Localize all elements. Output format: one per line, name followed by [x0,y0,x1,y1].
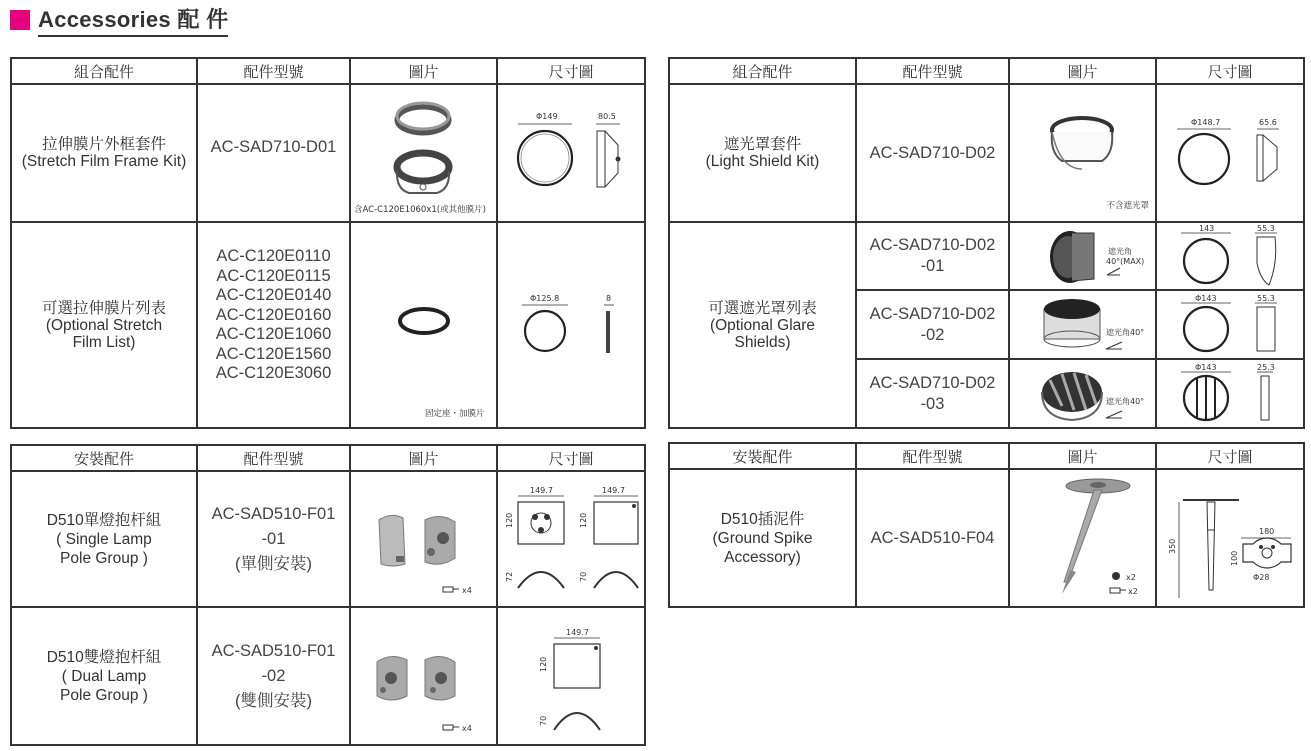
shield-angle: 遮光角40° [1106,328,1145,337]
dim-label: 143 [1199,224,1215,233]
model-line: AC-C120E3060 [215,364,332,382]
quantity-label: x2 [1128,587,1138,596]
model-line: AC-SAD510-F04 [870,528,995,547]
shield-kit-dimension-drawing [1157,85,1303,221]
pink-square-marker [10,10,30,30]
photo-cell [1009,84,1156,222]
header-model: 配件型號 [856,443,1009,469]
shield-03-dimension-drawing [1157,360,1303,427]
model-number [197,471,350,607]
name-en: ( Dual Lamp [61,667,147,685]
model-number [856,469,1009,607]
dim-label: 72 [505,571,514,582]
shield-angle: 遮光角 [1108,247,1132,256]
ground-spike-dimension-drawing [1157,470,1303,606]
dim-label: 25.3 [1257,363,1275,372]
name-en: (Ground Spike [712,529,813,547]
dimension-drawing [497,607,645,745]
accessory-name [669,222,856,428]
name-zh: 遮光罩套件 [723,136,802,153]
model-line: AC-C120E0110 [216,247,331,265]
dimension-drawing [1156,84,1304,222]
dim-label: 70 [539,715,548,726]
stretch-film-frame-kit-image [351,85,496,221]
dim-label: Φ143 [1195,363,1217,372]
dim-label: 149.7 [566,628,589,637]
photo-cell [1009,359,1156,428]
accessory-name [11,471,197,607]
header-model: 配件型號 [197,445,350,471]
dimension-drawing [1156,290,1304,359]
dim-label: 350 [1168,538,1177,554]
header-model: 配件型號 [856,58,1009,84]
header-photo: 圖片 [350,445,497,471]
model-list [197,222,350,428]
model-line: AC-SAD510-F01 [211,641,336,660]
model-number [197,84,350,222]
single-pole-clamp-image [351,472,496,606]
model-line: AC-SAD710-D01 [210,138,337,156]
shield-02-dimension-drawing [1157,291,1303,358]
photo-cell [1009,290,1156,359]
name-en: Film List) [72,333,136,351]
photo-note: 不含遮光罩 [1106,201,1149,211]
name-en: (Optional Glare [709,316,816,334]
model-line: AC-C120E0140 [215,286,332,304]
photo-cell [1009,222,1156,290]
model-number [856,84,1009,222]
dim-label: Φ28 [1253,573,1270,582]
shield-angle: 遮光角40° [1106,397,1145,406]
dim-label: 120 [505,512,514,528]
header-photo: 圖片 [1009,443,1156,469]
photo-note: 固定座・加膜片 [425,409,485,419]
dual-pole-clamp-image [351,608,496,744]
accessory-name [11,84,197,222]
model-line: AC-C120E0160 [215,305,332,324]
name-en: (Optional Stretch [45,316,163,334]
quantity-label: x2 [1126,573,1136,582]
dim-label: 180 [1259,527,1275,536]
stretch-film-table [10,57,646,429]
name-en: Shields) [734,333,791,351]
model-number [856,290,1009,359]
page-title: Accessories 配 件 [38,3,228,37]
model-line: AC-C120E1060 [215,325,332,343]
model-line: (雙側安裝) [235,691,312,710]
dim-label: Φ143 [1195,294,1217,303]
photo-cell [350,471,497,607]
dim-label: 80.5 [598,112,616,121]
model-number [197,607,350,745]
photo-cell [350,222,497,428]
model-number [856,359,1009,428]
quantity-label: x4 [462,724,472,733]
film-dimension-drawing [498,223,644,427]
model-line: AC-SAD710-D02 [869,373,996,392]
name-en: ( Single Lamp [56,530,152,548]
photo-cell [1009,469,1156,607]
slanted-glare-shield-image [1010,223,1155,289]
photo-note: 含AC-C120E1060x1(或其他膜片) [354,205,486,215]
name-zh: D510雙燈抱杆組 [46,648,162,666]
photo-cell [350,607,497,745]
shield-angle: 40°(MAX) [1106,257,1145,266]
quantity-label: x4 [462,586,472,595]
dim-label: Φ148.7 [1191,118,1221,127]
film-ring-image [351,223,496,427]
dimension-drawing [1156,222,1304,290]
header-combo: 組合配件 [669,58,856,84]
dim-label: Φ125.8 [530,294,560,303]
dimension-drawing [1156,469,1304,607]
header-dimension: 尺寸圖 [497,445,645,471]
model-line: -03 [920,394,945,413]
light-shield-table [668,57,1305,429]
header-install: 安裝配件 [669,443,856,469]
name-zh: D510插泥件 [720,510,805,528]
name-zh: 可選拉伸膜片列表 [41,299,166,317]
dim-label: 120 [579,512,588,528]
section-header [10,4,228,36]
dual-pole-dimension-drawing [498,608,644,744]
accessory-name [669,84,856,222]
dim-label: 55.3 [1257,224,1275,233]
name-zh: 可選遮光罩列表 [708,299,817,317]
frame-dimension-drawing [498,85,644,221]
dimension-drawing [497,471,645,607]
dimension-drawing [1156,359,1304,428]
photo-cell [350,84,497,222]
accessory-name [669,469,856,607]
model-line: AC-SAD710-D02 [869,304,996,323]
model-line: AC-SAD710-D02 [869,236,996,254]
dim-label: 120 [539,656,548,672]
model-line: AC-SAD710-D02 [869,143,996,162]
header-install: 安裝配件 [11,445,197,471]
name-en: (Stretch Film Frame Kit) [21,153,187,170]
model-line: -01 [261,529,286,548]
name-en: Accessory) [724,548,801,566]
dim-label: 100 [1230,550,1239,566]
model-line: AC-C120E0115 [216,266,331,285]
single-pole-dimension-drawing [498,472,644,606]
header-combo: 組合配件 [11,58,197,84]
dim-label: 70 [579,571,588,582]
accessory-name [11,607,197,745]
model-line: (單側安裝) [235,554,312,573]
accessory-name [11,222,197,428]
header-dimension: 尺寸圖 [497,58,645,84]
model-line: -01 [920,257,945,275]
name-en: (Light Shield Kit) [705,153,820,170]
model-line: AC-C120E1560 [215,344,332,363]
dim-label: 65.6 [1259,118,1277,127]
dimension-drawing [497,222,645,428]
model-number [856,222,1009,290]
shield-01-dimension-drawing [1157,223,1303,289]
name-en: Pole Group ) [60,549,148,567]
dim-label: 55.3 [1257,294,1275,303]
pole-mount-table [10,444,646,746]
model-line: -02 [261,666,286,685]
model-line: -02 [920,325,945,344]
dim-label: 149.7 [602,486,625,495]
dimension-drawing [497,84,645,222]
header-photo: 圖片 [350,58,497,84]
dim-label: 8 [606,294,612,303]
header-dimension: 尺寸圖 [1156,443,1304,469]
dim-label: 149.7 [530,486,553,495]
model-line: AC-SAD510-F01 [211,504,336,523]
ground-spike-table [668,442,1305,608]
name-zh: 拉伸膜片外框套件 [41,136,166,153]
louver-glare-shield-image [1010,360,1155,427]
name-en: Pole Group ) [60,686,148,704]
dim-label: Φ149 [536,112,558,121]
header-model: 配件型號 [197,58,350,84]
header-photo: 圖片 [1009,58,1156,84]
cylindrical-glare-shield-image [1010,291,1155,358]
ground-spike-image [1010,470,1155,606]
name-zh: D510單燈抱杆組 [46,511,162,529]
header-dimension: 尺寸圖 [1156,58,1304,84]
